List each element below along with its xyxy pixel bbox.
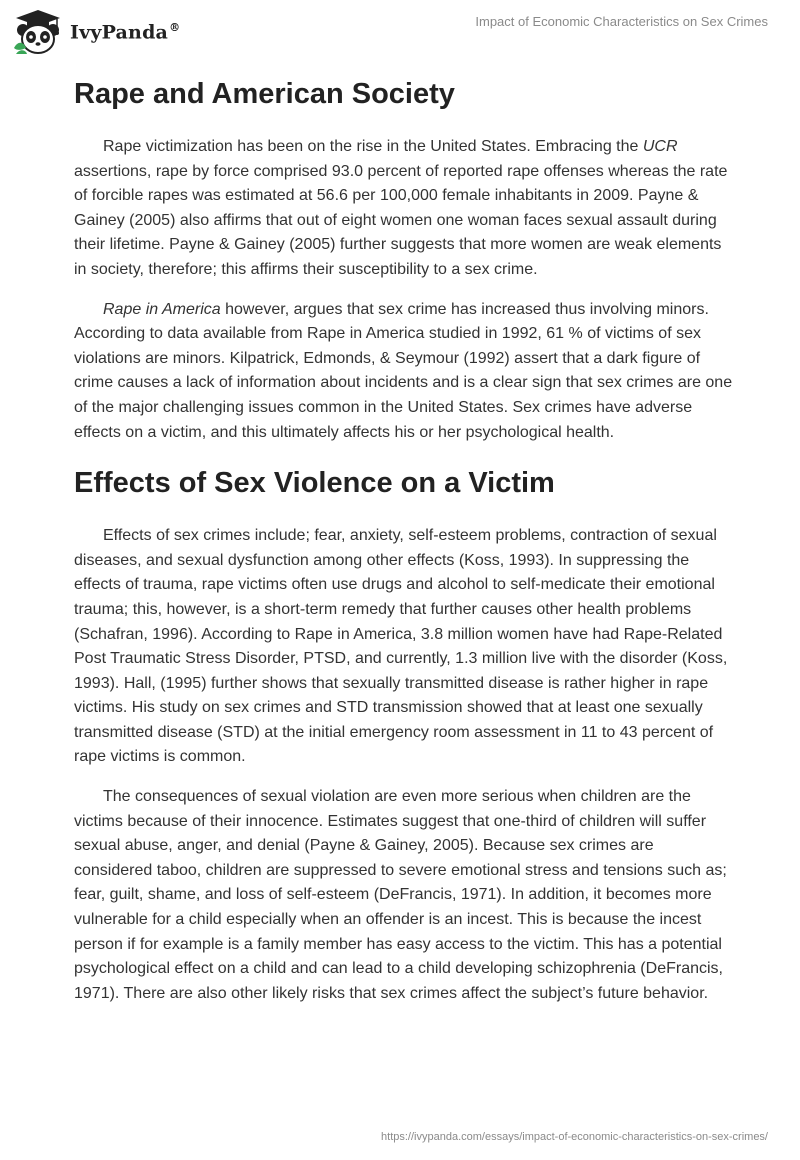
ivypanda-logo[interactable]	[12, 8, 180, 56]
page-header	[0, 0, 800, 64]
paragraph: Effects of sex crimes include; fear, anxiety, self-esteem problems, contraction of sexual diseases, and sexual dysfunction among other effects (Koss, 1993). In suppressing the effects of trauma, rape victims often use drugs and alcohol to self-medicate their emotional trauma; this, however, is a short-term remedy that further causes other health problems (Schafran, 1996). According to Rape in America, 3.8 million women have had Rape-Related Post Traumatic Stress Disorder, PTSD, and currently, 1.3 million live with the disorder (Koss, 1993). Hall, (1995) further shows that sexually transmitted disease is rather higher in rape victims. His study on sex crimes and STD transmission showed that at least one sexually transmitted disease (STD) at the initial emergency room assessment in 11 to 43 percent of rape victims is common.	[74, 527, 728, 766]
rape-in-america-italic: Rape in America	[103, 300, 221, 318]
document-title: Impact of Economic Characteristics on Sex Crimes	[475, 14, 768, 29]
essay-content	[74, 70, 734, 1006]
logo-wordmark: IvyPanda®	[70, 20, 181, 44]
ucr-italic: UCR	[642, 138, 678, 155]
panda-logo-icon	[12, 8, 64, 56]
paragraph: Rape victimization has been on the rise in the United States. Embracing the UCR assertions, rape by force comprised 93.0 percent of reported rape offenses whereas the rate of forcible rapes was estimated at 56.6 per 100,000 female inhabitants in 2009. Payne & Gainey (2005) also affirms that out of eight women one woman faces sexual assault during their lifetime. Payne & Gainey (2005) further suggests that more women are weak elements in society, therefore; this affirms their susceptibility to a sex crime.	[74, 138, 728, 278]
paragraph: Rape in America however, argues that sex crime has increased thus involving minors. According to data available from Rape in America studied in 1992, 61 % of victims of sex violations are minors. Kilpatrick, Edmonds, & Seymour (1992) assert that a dark figure of crime causes a lack of information about incidents and is a clear sign that sex crimes are one of the major challenging issues common in the United States. Sex crimes have adverse effects on a victim, and this ultimately affects his or her psychological health.	[74, 300, 733, 441]
section-heading: Rape and American Society	[74, 78, 455, 110]
source-url[interactable]: https://ivypanda.com/essays/impact-of-economic-characteristics-on-sex-crimes/	[381, 1131, 768, 1143]
section-heading: Effects of Sex Violence on a Victim	[74, 467, 555, 500]
paragraph: The consequences of sexual violation are even more serious when children are the victims because of their innocence. Estimates suggest that one-third of children will suffer sexual abuse, anger, and denial (Payne & Gainey, 2005). Because sex crimes are considered taboo, children are suppressed to severe emotional stress and tensions such as; fear, guilt, shame, and loss of self-esteem (DeFrancis, 1971). In addition, it becomes more vulnerable for a child especially when an offender is an incest. This is because the incest person if for example is a family member has easy access to the victim. This has a potential psychological effect on a child and can lead to a child developing schizophrenia (DeFrancis, 1971). There are also other likely risks that sex crimes affect the subject’s future behavior.	[74, 788, 727, 1002]
